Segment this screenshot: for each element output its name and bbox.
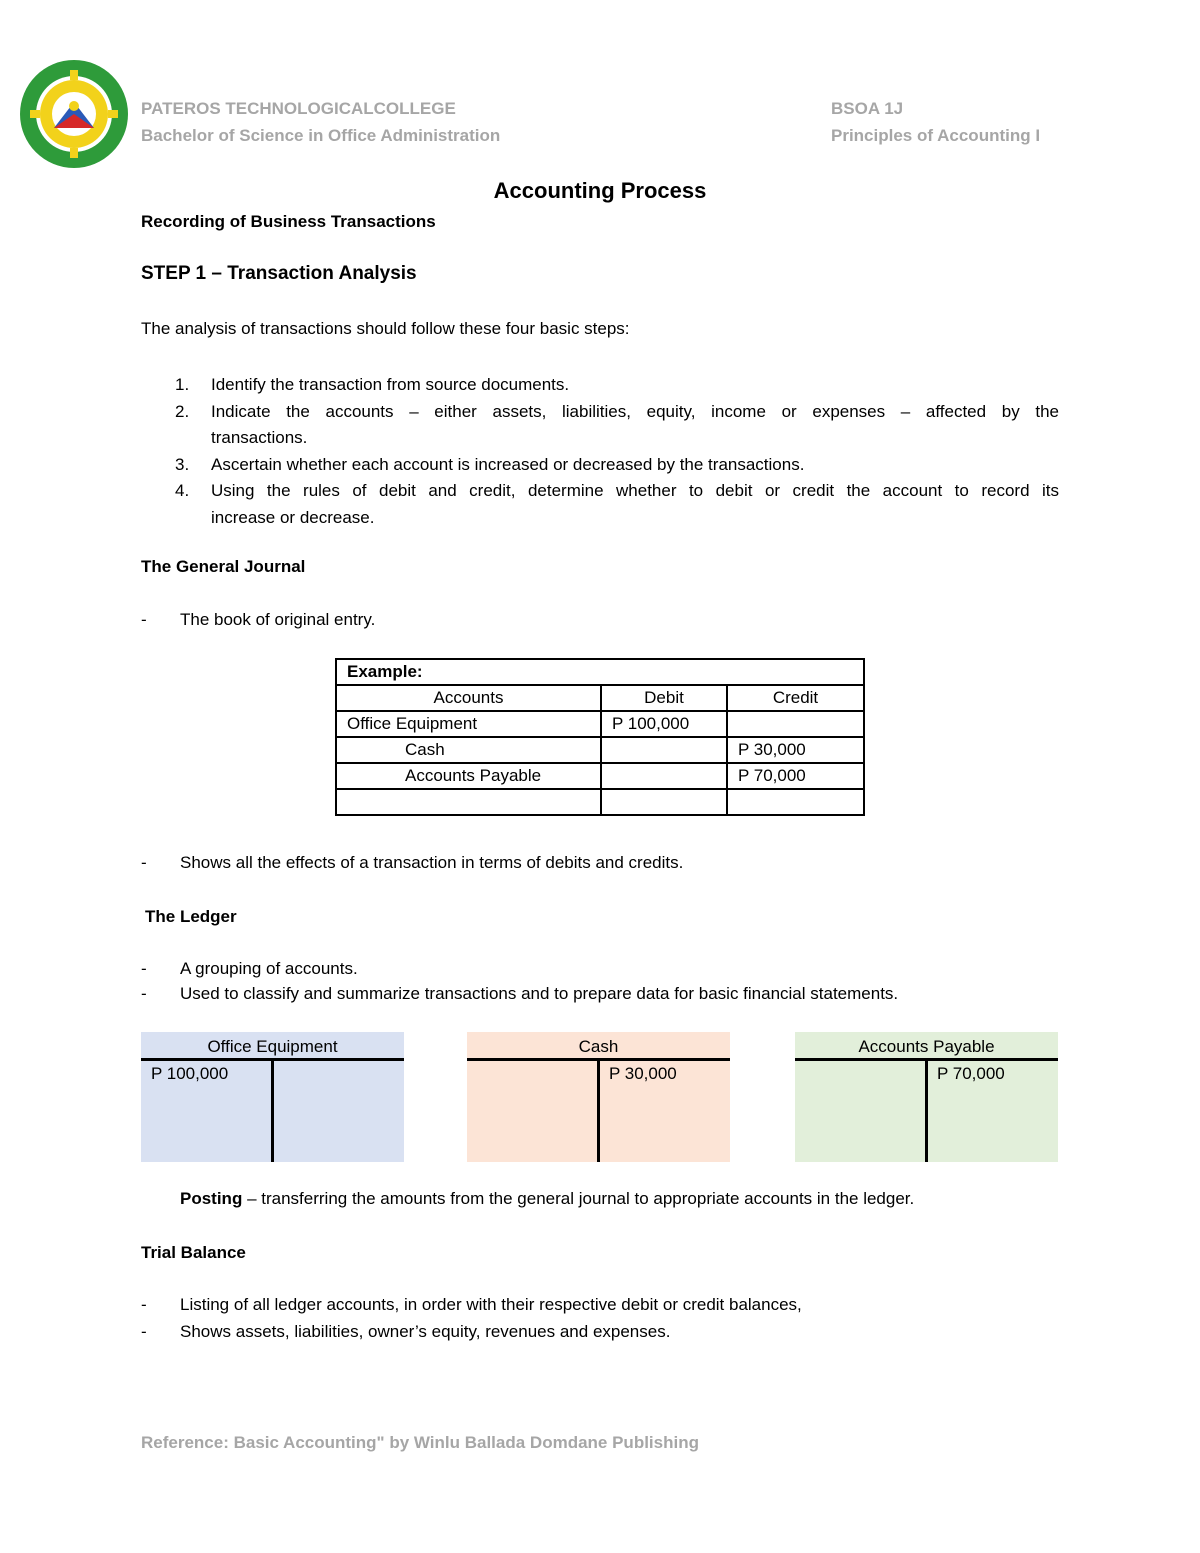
col-header-credit: Credit <box>727 685 864 711</box>
t-account-office-equipment <box>141 1032 404 1162</box>
course-name: Principles of Accounting I <box>831 126 1041 145</box>
t-account-divider <box>271 1058 274 1162</box>
table-row: Accounts Payable P 70,000 <box>336 763 864 789</box>
t-account-title: Cash <box>467 1032 730 1061</box>
t-account-divider <box>597 1058 600 1162</box>
list-item: 4. Using the rules of debit and credit, determine whether to debit or credit the account to record its increase or decrease. <box>175 481 1059 527</box>
college-seal-icon <box>18 58 130 170</box>
page-title: Accounting Process <box>493 178 707 203</box>
section-code: BSOA 1J <box>831 99 904 118</box>
trial-balance-heading: Trial Balance <box>141 1243 246 1262</box>
table-row <box>336 789 864 815</box>
t-account-accounts-payable <box>795 1032 1058 1162</box>
list-item: 3. Ascertain whether each account is increased or decreased by the transactions. <box>175 454 805 474</box>
t-account-credit: P 30,000 <box>609 1064 677 1083</box>
journal-heading: The General Journal <box>141 557 306 576</box>
subtitle: Recording of Business Transactions <box>141 212 436 231</box>
table-caption: Example: <box>336 659 864 685</box>
table-row: Office Equipment P 100,000 <box>336 711 864 737</box>
steps-list <box>141 372 1059 531</box>
school-name: PATEROS TECHNOLOGICALCOLLEGE <box>141 99 456 118</box>
ledger-heading: The Ledger <box>145 907 237 926</box>
t-account-divider <box>925 1058 928 1162</box>
t-account-credit: P 70,000 <box>937 1064 1005 1083</box>
list-item: 1. Identify the transaction from source documents. <box>175 375 570 394</box>
footer-reference: Reference: Basic Accounting" by Winlu Ballada Domdane Publishing <box>141 1433 699 1452</box>
t-account-cash <box>467 1032 730 1162</box>
program-name: Bachelor of Science in Office Administration <box>141 126 501 145</box>
table-row: Cash P 30,000 <box>336 737 864 763</box>
col-header-debit: Debit <box>601 685 727 711</box>
t-account-debit: P 100,000 <box>151 1064 229 1083</box>
journal-example-table <box>335 658 865 816</box>
posting-definition: Posting – transferring the amounts from the general journal to appropriate accounts in the ledger. <box>180 1189 915 1208</box>
t-account-title: Accounts Payable <box>795 1032 1058 1061</box>
col-header-accounts: Accounts <box>336 685 601 711</box>
posting-term: Posting <box>180 1189 243 1208</box>
step1-intro: The analysis of transactions should follow these four basic steps: <box>141 319 630 338</box>
list-item: 2. Indicate the accounts – either assets, liabilities, equity, income or expenses – affected by the transactions. <box>175 401 1059 447</box>
t-account-title: Office Equipment <box>141 1032 404 1061</box>
step1-heading: STEP 1 – Transaction Analysis <box>141 263 417 284</box>
